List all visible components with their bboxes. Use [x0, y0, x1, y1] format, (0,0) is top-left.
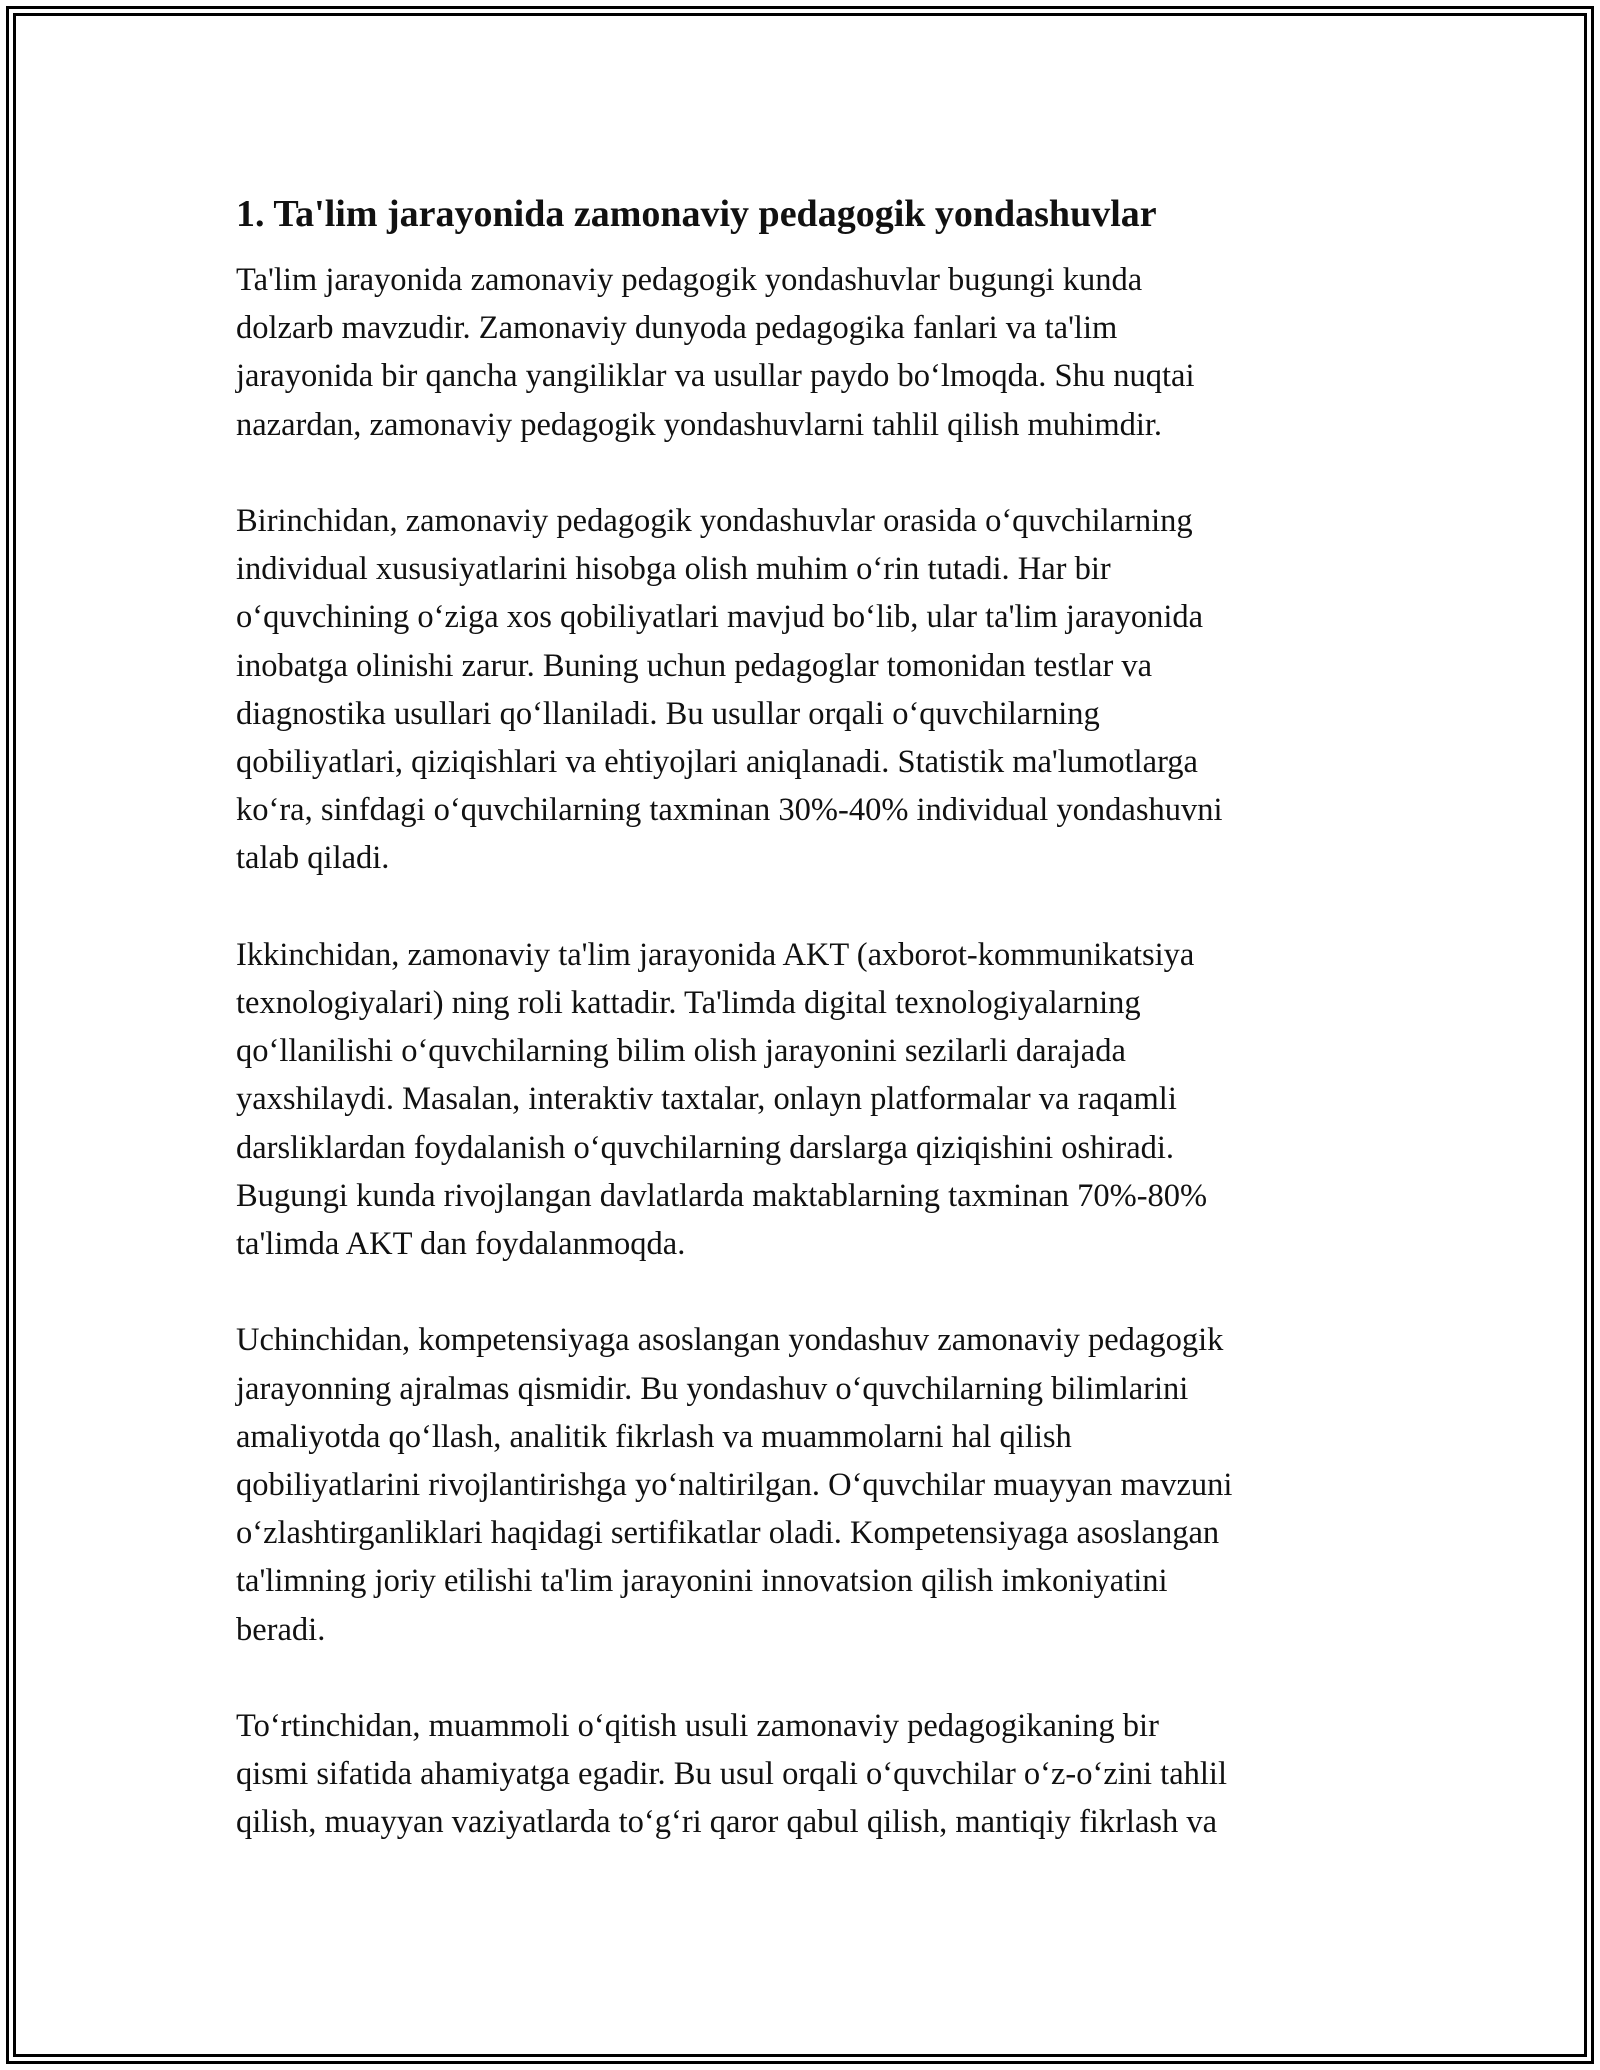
text-line: yaxshilaydi. Masalan, interaktiv taxtalar, onlayn platformalar va raqamli	[236, 1081, 1177, 1118]
text-line: beradi.	[236, 1611, 326, 1648]
text-line: amaliyotda qo‘llash, analitik fikrlash va muammolarni hal qilish	[236, 1418, 1072, 1455]
text-line: o‘quvchining o‘ziga xos qobiliyatlari mavjud bo‘lib, ular ta'lim jarayonida	[236, 599, 1204, 636]
document-body	[236, 186, 1366, 1895]
text-line: darsliklardan foydalanish o‘quvchilarning darslarga qiziqishini oshiradi.	[236, 1129, 1175, 1166]
text-line: o‘zlashtirganliklari haqidagi sertifikatlar oladi. Kompetensiyaga asoslangan	[236, 1515, 1220, 1552]
text-line: nazardan, zamonaviy pedagogik yondashuvlarni tahlil qilish muhimdir.	[236, 406, 1163, 443]
paragraph-first	[236, 497, 1366, 883]
text-line: Bugungi kunda rivojlangan davlatlarda maktablarning taxminan 70%-80%	[236, 1177, 1208, 1214]
text-line: jarayonning ajralmas qismidir. Bu yondashuv o‘quvchilarning bilimlarini	[236, 1370, 1189, 1407]
text-line: Birinchidan, zamonaviy pedagogik yondashuvlar orasida o‘quvchilarning	[236, 503, 1193, 539]
text-line: dolzarb mavzudir. Zamonaviy dunyoda pedagogika fanlari va ta'lim	[236, 310, 1118, 347]
paragraph-third	[236, 1316, 1366, 1653]
text-line: Ta'lim jarayonida zamonaviy pedagogik yondashuvlar bugungi kunda	[236, 262, 1143, 298]
text-line: inobatga olinishi zarur. Buning uchun pedagoglar tomonidan testlar va	[236, 647, 1153, 684]
text-line: Ikkinchidan, zamonaviy ta'lim jarayonida AKT (axborot-kommunikatsiya	[236, 936, 1195, 973]
paragraph-intro	[236, 256, 1366, 449]
paragraph-second	[236, 931, 1366, 1268]
text-line: Uchinchidan, kompetensiyaga asoslangan yondashuv zamonaviy pedagogik	[236, 1322, 1224, 1359]
text-line: qobiliyatlarini rivojlantirishga yo‘naltirilgan. O‘quvchilar muayyan mavzuni	[236, 1467, 1233, 1504]
text-line: qobiliyatlari, qiziqishlari va ehtiyojlari aniqlanadi. Statistik ma'lumotlarga	[236, 744, 1198, 781]
text-line: To‘rtinchidan, muammoli o‘qitish usuli zamonaviy pedagogikaning bir	[236, 1708, 1159, 1745]
text-line: diagnostika usullari qo‘llaniladi. Bu usullar orqali o‘quvchilarning	[236, 695, 1100, 732]
text-line: qilish, muayyan vaziyatlarda to‘g‘ri qaror qabul qilish, mantiqiy fikrlash va	[236, 1804, 1218, 1841]
text-line: ko‘ra, sinfdagi o‘quvchilarning taxminan 30%-40% individual yondashuvni	[236, 792, 1223, 829]
section-heading: 1. Ta'lim jarayonida zamonaviy pedagogik yondashuvlar	[236, 193, 1157, 235]
text-line: texnologiyalari) ning roli kattadir. Ta'limda digital texnologiyalarning	[236, 985, 1141, 1022]
text-line: jarayonida bir qancha yangiliklar va usullar paydo bo‘lmoqda. Shu nuqtai	[236, 358, 1195, 395]
text-line: ta'limning joriy etilishi ta'lim jarayonini innovatsion qilish imkoniyatini	[236, 1563, 1168, 1600]
text-line: individual xususiyatlarini hisobga olish muhim o‘rin tutadi. Har bir	[236, 551, 1111, 588]
text-line: qo‘llanilishi o‘quvchilarning bilim olish jarayonini sezilarli darajada	[236, 1033, 1126, 1070]
paragraph-fourth	[236, 1702, 1366, 1847]
text-line: qismi sifatida ahamiyatga egadir. Bu usul orqali o‘quvchilar o‘z-o‘zini tahlil	[236, 1756, 1227, 1793]
text-line: talab qiladi.	[236, 840, 390, 877]
text-line: ta'limda AKT dan foydalanmoqda.	[236, 1226, 686, 1263]
